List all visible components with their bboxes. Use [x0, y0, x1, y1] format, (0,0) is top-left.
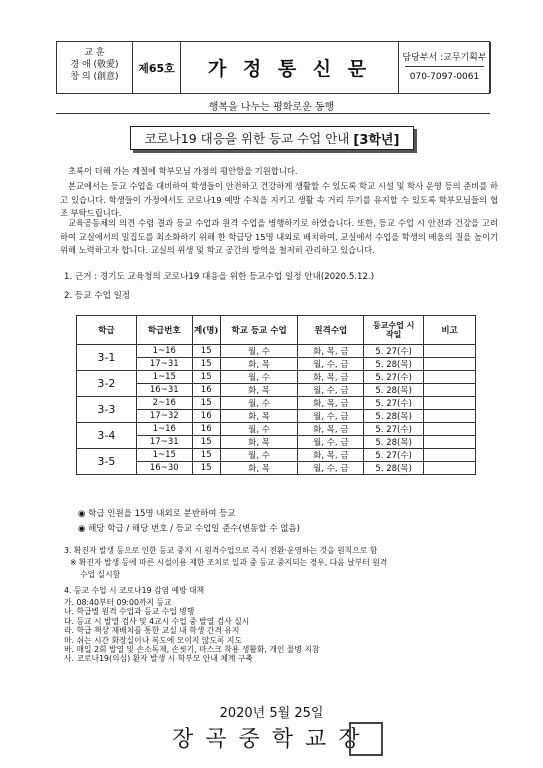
header-remarks: 비고 — [424, 316, 476, 345]
intro-paragraph: 본교에서는 등교 수업을 대비하여 학생들이 안전하고 건강하게 생활할 수 있도록 학교 시설 및 학사 운영 등의 준비를 하고 있습니다. 학생들이 가정에서도 코로나19 예방 수칙을 지키고 생활 속 거리 두기를 유지할 수 있도록 학부모님들의 협조 부탁드립니다. — [60, 181, 498, 219]
count-cell: 15 — [192, 397, 220, 410]
class-number-cell: 2~16 — [136, 397, 192, 410]
school-days-cell: 월, 수 — [220, 397, 298, 410]
bullet-schedule-rule: ◉ 해당 학급 / 해당 번호 / 등교 수업일 준수(변동할 수 없음) — [78, 524, 300, 534]
start-date-cell: 5. 28(목) — [364, 436, 424, 449]
notice-title-box — [130, 126, 414, 150]
remote-days-cell: 화, 목, 금 — [298, 371, 364, 384]
school-days-cell: 월, 수 — [220, 371, 298, 384]
remarks-cell — [424, 423, 476, 436]
start-date-cell: 5. 28(목) — [364, 384, 424, 397]
motto-line-1: 교 훈 — [84, 48, 105, 58]
measure-item: 나. 학급별 원격 수업과 등교 수업 병행 — [64, 607, 195, 617]
start-date-cell: 5. 28(목) — [364, 462, 424, 475]
table-row — [77, 358, 476, 371]
motto-line-3: 창 의 (創意) — [70, 72, 119, 82]
newsletter-header — [56, 41, 490, 94]
department: 담당부서 :교무기획부 — [402, 53, 487, 63]
header-class-number: 학급번호 — [136, 316, 192, 345]
school-days-cell: 화, 목 — [220, 436, 298, 449]
start-date-cell: 5. 28(목) — [364, 358, 424, 371]
header-count: 계(명) — [192, 316, 220, 345]
start-date-cell: 5. 27(수) — [364, 397, 424, 410]
start-date-cell: 5. 27(수) — [364, 345, 424, 358]
principal-signature: 장곡중학교장 — [172, 727, 372, 752]
start-date-cell: 5. 27(수) — [364, 423, 424, 436]
school-days-cell: 월, 수 — [220, 423, 298, 436]
remarks-cell — [424, 371, 476, 384]
table-row — [77, 436, 476, 449]
school-days-cell: 월, 수 — [220, 345, 298, 358]
table-row — [77, 371, 476, 384]
remote-days-cell: 화, 목, 금 — [298, 449, 364, 462]
count-cell: 15 — [192, 371, 220, 384]
class-cell: 3-4 — [77, 423, 137, 449]
remarks-cell — [424, 345, 476, 358]
contact-info — [399, 42, 491, 93]
count-cell: 15 — [192, 345, 220, 358]
table-row — [77, 397, 476, 410]
slogan: 행복을 나누는 평화로운 동행 — [208, 102, 335, 113]
remarks-cell — [424, 358, 476, 371]
class-number-cell: 17~31 — [136, 436, 192, 449]
contact-divider — [405, 66, 484, 67]
start-date-cell: 5. 28(목) — [364, 410, 424, 423]
class-number-cell: 1~16 — [136, 345, 192, 358]
class-cell: 3-2 — [77, 371, 137, 397]
item-2-schedule: 2. 등교 수업 일정 — [64, 291, 131, 301]
table-header-row — [77, 316, 476, 345]
remote-days-cell: 월, 수, 금 — [298, 410, 364, 423]
header-start-date: 등교수업 시작일 — [364, 316, 424, 345]
issue-number: 제65호 — [133, 42, 181, 93]
measure-item: 바. 매일 2회 발열 및 손소독제, 손씻기, 마스크 착용 생활화, 개인 물병 지참 — [64, 645, 320, 655]
measure-item: 사. 코로나19(의심) 환자 발생 시 학부모 안내 체계 구축 — [64, 654, 253, 664]
phone-number: 070-7097-0061 — [409, 72, 480, 82]
table-row — [77, 449, 476, 462]
school-days-cell: 화, 목 — [220, 384, 298, 397]
school-days-cell: 월, 수 — [220, 449, 298, 462]
class-number-cell: 16~31 — [136, 384, 192, 397]
school-days-cell: 화, 목 — [220, 410, 298, 423]
school-days-cell: 화, 목 — [220, 462, 298, 475]
remote-days-cell: 월, 수, 금 — [298, 384, 364, 397]
item-4-prevention: 4. 등교 수업 시 코로나19 감염 예방 대책 — [64, 586, 205, 595]
measure-item: 라. 학급 책상 재배치를 통한 교실 내 학생 간격 유지 — [64, 626, 240, 636]
header-divider — [56, 113, 490, 114]
remarks-cell — [424, 436, 476, 449]
remote-days-cell: 화, 목, 금 — [298, 423, 364, 436]
remote-days-cell: 월, 수, 금 — [298, 358, 364, 371]
remote-days-cell: 화, 목, 금 — [298, 397, 364, 410]
school-motto — [57, 42, 133, 93]
header-school-class: 학교 등교 수업 — [220, 316, 298, 345]
count-cell: 16 — [192, 384, 220, 397]
class-number-cell: 16~30 — [136, 462, 192, 475]
page-title: 가 정 통 신 문 — [181, 42, 399, 93]
count-cell: 15 — [192, 462, 220, 475]
item-3-note: ※ 확진자 발생 등에 따른 시설이용 제한 조치로 일과 중 등교 중지되는 경우, 다음 날부터 원격 — [70, 558, 388, 567]
class-number-cell: 1~15 — [136, 449, 192, 462]
remote-days-cell: 화, 목, 금 — [298, 345, 364, 358]
item-3-note-cont: 수업 실시함 — [80, 570, 121, 579]
bullet-class-size: ◉ 학급 인원을 15명 내외로 분반하여 등교 — [78, 509, 236, 519]
motto-line-2: 경 애 (敬愛) — [70, 60, 119, 70]
notice-grade: [3학년] — [353, 132, 400, 148]
table-row — [77, 462, 476, 475]
notice-title: 코로나19 대응을 위한 등교 수업 안내 — [144, 131, 350, 146]
count-cell: 16 — [192, 423, 220, 436]
class-number-cell: 1~16 — [136, 423, 192, 436]
item-1-basis: 1. 근거 : 경기도 교육청의 코로나19 대응을 위한 등교수업 일정 안내(2020.5.12.) — [64, 272, 375, 282]
schedule-table — [76, 315, 476, 475]
class-cell: 3-1 — [77, 345, 137, 371]
class-number-cell: 17~31 — [136, 358, 192, 371]
remote-days-cell: 월, 수, 금 — [298, 436, 364, 449]
header-class: 학급 — [77, 316, 137, 345]
school-days-cell: 화, 목 — [220, 358, 298, 371]
greeting-paragraph: 초록이 더해 가는 계절에 학부모님 가정의 평안함을 기원합니다. — [68, 166, 298, 176]
remarks-cell — [424, 462, 476, 475]
policy-paragraph: 교육공동체의 의견 수렴 결과 등교 수업과 원격 수업을 병행하기로 하였습니다. 또한, 등교 수업 시 안전과 건강을 고려하여 교실에서의 밀집도를 최소화하기 위해 한 학급당 15명 내외로 배치하여, 교실에서 수업을 학생의 배움의 질을 높이기 위해 노력하고자 합니다. 교실의 위생 및 학교 공간의 방역을 철저히 관리하고 있습니다. — [60, 218, 498, 256]
remarks-cell — [424, 449, 476, 462]
table-row — [77, 384, 476, 397]
count-cell: 16 — [192, 410, 220, 423]
start-date-cell: 5. 27(수) — [364, 449, 424, 462]
class-number-cell: 1~15 — [136, 371, 192, 384]
class-cell: 3-5 — [77, 449, 137, 475]
item-3-closure: 3. 확진자 발생 등으로 인한 등교 중지 시 원격수업으로 즉시 전환·운영하는 것을 원칙으로 함 — [64, 546, 378, 555]
school-seal — [349, 722, 383, 756]
remarks-cell — [424, 384, 476, 397]
count-cell: 15 — [192, 449, 220, 462]
table-row — [77, 423, 476, 436]
measure-item: 가. 08:40부터 09:00까지 등교 — [64, 598, 172, 607]
measure-item: 다. 등교 시 발열 검사 및 4교시 수업 중 발열 검사 실시 — [64, 616, 250, 626]
count-cell: 15 — [192, 436, 220, 449]
measure-list — [64, 598, 320, 664]
issue-date: 2020년 5월 25일 — [219, 706, 324, 721]
start-date-cell: 5. 27(수) — [364, 371, 424, 384]
measure-item: 마. 쉬는 시간 화장실이나 복도에 모이지 않도록 지도 — [64, 635, 242, 645]
class-cell: 3-3 — [77, 397, 137, 423]
remarks-cell — [424, 410, 476, 423]
table-row — [77, 410, 476, 423]
table-row — [77, 345, 476, 358]
header-remote-class: 원격수업 — [298, 316, 364, 345]
class-number-cell: 17~32 — [136, 410, 192, 423]
remote-days-cell: 월, 수, 금 — [298, 462, 364, 475]
count-cell: 15 — [192, 358, 220, 371]
remarks-cell — [424, 397, 476, 410]
